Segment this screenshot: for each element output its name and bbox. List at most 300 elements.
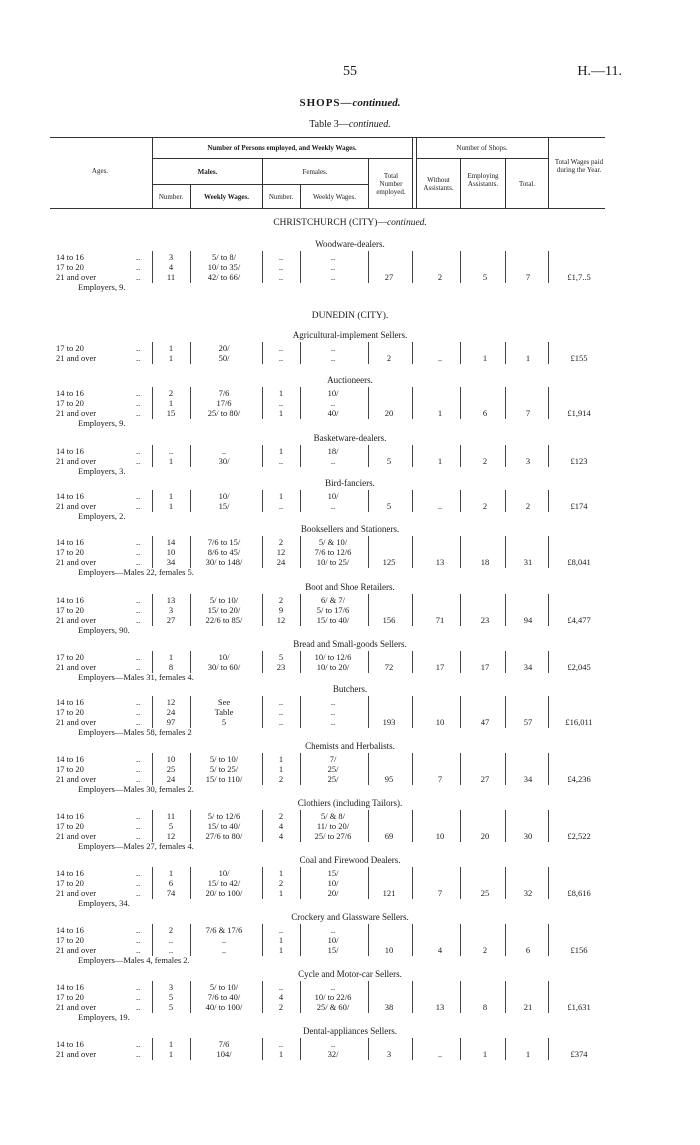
cell-age: 14 to 16 [56, 446, 84, 456]
column-rule [262, 445, 263, 467]
cell-wg: £174 [570, 501, 588, 511]
header-shops-total: Total. [518, 180, 536, 188]
cell-mw: 27/6 to 80/ [205, 831, 243, 841]
column-rule [460, 387, 461, 419]
cell-mn: 12 [166, 697, 176, 707]
column-rule [300, 490, 301, 512]
column-rule [152, 490, 153, 512]
column-rule [152, 594, 153, 626]
employers-note: Employers, 34. [78, 898, 130, 908]
cell-mn: 13 [166, 595, 176, 605]
column-rule [505, 387, 506, 419]
cell-fw: 10/ to 20/ [316, 662, 350, 672]
cell-mn: 3 [168, 252, 174, 262]
column-rule [262, 536, 263, 568]
cell-fn: .. [278, 343, 284, 353]
cell-wo: .. [437, 353, 443, 363]
column-rule [505, 696, 506, 728]
cell-mw: .. [221, 446, 227, 456]
cell-fn: 1 [278, 935, 284, 945]
cell-st: 1 [525, 1049, 531, 1059]
cell-mn: 5 [168, 992, 174, 1002]
cell-d: .. [136, 557, 141, 567]
table-row [0, 557, 700, 567]
cell-mn: 3 [168, 982, 174, 992]
header-persons-group: Number of Persons employed, and Weekly Wages. [207, 144, 357, 152]
cell-mw: 7/6 [218, 388, 230, 398]
column-rule [190, 753, 191, 785]
cell-fn: .. [278, 456, 284, 466]
cell-fn: 2 [278, 774, 284, 784]
table-row [0, 615, 700, 625]
column-rule [505, 342, 506, 364]
cell-age: 14 to 16 [56, 811, 84, 821]
column-rule [262, 1038, 263, 1060]
column-rule [412, 753, 413, 785]
header-males: Males. [197, 168, 218, 176]
table-row [0, 662, 700, 672]
cell-mn: 1 [168, 1039, 174, 1049]
cell-st: 30 [523, 831, 533, 841]
cell-d: .. [136, 774, 141, 784]
column-rule [152, 981, 153, 1013]
column-rule [505, 651, 506, 673]
cell-mn: 10 [166, 754, 176, 764]
cell-mw: 7/6 to 15/ [207, 537, 241, 547]
cell-emp: 18 [480, 557, 490, 567]
column-rule [460, 924, 461, 956]
cell-mn: 1 [168, 343, 174, 353]
cell-fn: 12 [276, 615, 286, 625]
cell-wo: 1 [437, 408, 443, 418]
cell-mw: 42/ to 66/ [207, 272, 241, 282]
cell-mn: 97 [166, 717, 176, 727]
column-rule [190, 342, 191, 364]
cell-st: 57 [523, 717, 533, 727]
cell-mn: 15 [166, 408, 176, 418]
cell-wo: .. [437, 501, 443, 511]
cell-emp: 47 [480, 717, 490, 727]
cell-age: 14 to 16 [56, 982, 84, 992]
column-rule [412, 342, 413, 364]
section-heading: Chemists and Herbalists. [305, 741, 395, 751]
cell-age: 21 and over [56, 888, 97, 898]
table-row [0, 547, 700, 557]
cell-tot: 125 [382, 557, 396, 567]
cell-emp: 1 [482, 1049, 488, 1059]
cell-d: .. [136, 262, 141, 272]
column-rule [300, 342, 301, 364]
cell-d: .. [136, 595, 141, 605]
table-subtitle [0, 119, 700, 130]
column-rule [548, 342, 549, 364]
cell-d: .. [136, 992, 141, 1002]
column-rule [460, 342, 461, 364]
cell-d: .. [136, 491, 141, 501]
cell-fn: 5 [278, 652, 284, 662]
table-row [0, 888, 700, 898]
cell-fn: 1 [278, 1049, 284, 1059]
cell-tot: 27 [384, 272, 394, 282]
table-row [0, 272, 700, 282]
table-row [0, 982, 700, 992]
cell-mw: Table [214, 707, 234, 717]
employers-note: Employers, 9. [78, 418, 126, 428]
cell-fw: 18/ [327, 446, 339, 456]
cell-mn: 12 [166, 831, 176, 841]
section-heading: Woodware-dealers. [315, 239, 385, 249]
cell-mn: 10 [166, 547, 176, 557]
cell-d: .. [136, 388, 141, 398]
cell-d: .. [136, 811, 141, 821]
cell-fw: .. [330, 697, 336, 707]
column-rule [460, 810, 461, 842]
cell-d: .. [136, 707, 141, 717]
cell-age: 17 to 20 [56, 398, 84, 408]
column-rule [152, 810, 153, 842]
cell-fw: 25/ [327, 764, 339, 774]
cell-emp: 2 [482, 945, 488, 955]
cell-d: .. [136, 935, 141, 945]
employers-note: Employers—Males 27, females 4. [78, 841, 194, 851]
cell-st: 94 [523, 615, 533, 625]
column-rule [368, 251, 369, 283]
cell-mn: 1 [168, 491, 174, 501]
table-row [0, 343, 700, 353]
cell-emp: 1 [482, 353, 488, 363]
page-number: 55 [343, 64, 357, 79]
region-christchurch-continued: continued. [386, 218, 427, 228]
column-rule [190, 490, 191, 512]
cell-d: .. [136, 717, 141, 727]
cell-fw: 40/ [327, 408, 339, 418]
cell-emp: 5 [482, 272, 488, 282]
table-row [0, 388, 700, 398]
table-row [0, 446, 700, 456]
cell-st: 2 [525, 501, 531, 511]
column-rule [548, 490, 549, 512]
cell-fn: 4 [278, 992, 284, 1002]
employers-note: Employers—Males 22, females 5. [78, 567, 194, 577]
column-rule [300, 445, 301, 467]
cell-wg: £4,477 [567, 615, 591, 625]
column-rule [368, 342, 369, 364]
column-rule [368, 445, 369, 467]
cell-d: .. [136, 605, 141, 615]
cell-age: 14 to 16 [56, 1039, 84, 1049]
cell-d: .. [136, 343, 141, 353]
cell-age: 21 and over [56, 774, 97, 784]
cell-mw: 20/ [218, 343, 230, 353]
cell-st: 1 [525, 353, 531, 363]
cell-fn: .. [278, 262, 284, 272]
cell-tot: 121 [382, 888, 396, 898]
table-row [0, 754, 700, 764]
cell-tot: 3 [386, 1049, 392, 1059]
section-heading: Agricultural-implement Sellers. [292, 330, 408, 340]
cell-age: 14 to 16 [56, 491, 84, 501]
cell-wo: 13 [435, 1002, 445, 1012]
table-row [0, 408, 700, 418]
cell-age: 14 to 16 [56, 868, 84, 878]
column-rule [460, 981, 461, 1013]
cell-d: .. [136, 272, 141, 282]
cell-wg: £1,631 [567, 1002, 591, 1012]
cell-fn: .. [278, 707, 284, 717]
cell-age: 21 and over [56, 717, 97, 727]
cell-fn: 24 [276, 557, 286, 567]
cell-st: 21 [523, 1002, 533, 1012]
cell-fw: .. [330, 272, 336, 282]
cell-mn: 1 [168, 456, 174, 466]
column-rule [505, 594, 506, 626]
cell-mn: 27 [166, 615, 176, 625]
column-rule [460, 490, 461, 512]
cell-fn: 4 [278, 831, 284, 841]
table-row [0, 252, 700, 262]
column-rule [548, 387, 549, 419]
cell-mw: 15/ to 42/ [207, 878, 241, 888]
column-rule [190, 387, 191, 419]
column-rule [190, 651, 191, 673]
cell-fn: 1 [278, 408, 284, 418]
column-rule [368, 387, 369, 419]
column-rule [460, 867, 461, 899]
cell-d: .. [136, 1039, 141, 1049]
cell-age: 21 and over [56, 353, 97, 363]
cell-mn: 25 [166, 764, 176, 774]
cell-mn: 4 [168, 262, 174, 272]
cell-mw: 25/ to 80/ [207, 408, 241, 418]
cell-d: .. [136, 982, 141, 992]
table-row [0, 831, 700, 841]
cell-mw: 10/ [218, 652, 230, 662]
cell-mw: 10/ to 35/ [207, 262, 241, 272]
cell-fw: .. [330, 343, 336, 353]
cell-fw: 11/ to 20/ [316, 821, 350, 831]
column-rule [368, 981, 369, 1013]
cell-fw: 15/ [327, 868, 339, 878]
table-row [0, 811, 700, 821]
cell-mn: 11 [166, 811, 176, 821]
cell-fn: .. [278, 272, 284, 282]
cell-age: 17 to 20 [56, 935, 84, 945]
column-rule [152, 342, 153, 364]
cell-fw: .. [330, 707, 336, 717]
cell-mn: 74 [166, 888, 176, 898]
column-rule [152, 536, 153, 568]
cell-tot: 10 [384, 945, 394, 955]
column-rule [548, 867, 549, 899]
cell-mn: .. [168, 935, 174, 945]
cell-fw: .. [330, 501, 336, 511]
cell-mw: 7/6 to 40/ [207, 992, 241, 1002]
column-rule [262, 387, 263, 419]
column-rule [412, 981, 413, 1013]
table-row [0, 491, 700, 501]
cell-wo: 1 [437, 456, 443, 466]
column-rule [368, 867, 369, 899]
column-rule [460, 594, 461, 626]
cell-wo: 13 [435, 557, 445, 567]
cell-d: .. [136, 252, 141, 262]
column-rule [412, 387, 413, 419]
cell-wg: £2,522 [567, 831, 591, 841]
cell-tot: 72 [384, 662, 394, 672]
cell-fw: .. [330, 353, 336, 363]
cell-mn: 2 [168, 388, 174, 398]
cell-mw: .. [221, 935, 227, 945]
header-total-wages: Total Wages paid during the Year. [554, 158, 604, 174]
cell-d: .. [136, 878, 141, 888]
cell-d: .. [136, 764, 141, 774]
column-rule [412, 867, 413, 899]
cell-fw: 10/ to 12/6 [314, 652, 352, 662]
cell-st: 34 [523, 662, 533, 672]
column-rule [412, 594, 413, 626]
cell-st: 3 [525, 456, 531, 466]
column-rule [548, 924, 549, 956]
cell-d: .. [136, 408, 141, 418]
cell-fw: 25/ [327, 774, 339, 784]
section-heading: Booksellers and Stationers. [300, 524, 400, 534]
column-rule [460, 445, 461, 467]
table-row [0, 652, 700, 662]
cell-fn: 2 [278, 595, 284, 605]
cell-mw: 5 [221, 717, 227, 727]
cell-fn: .. [278, 925, 284, 935]
column-rule [368, 490, 369, 512]
cell-mn: 1 [168, 501, 174, 511]
section-heading: Cycle and Motor-car Sellers. [298, 969, 402, 979]
cell-fw: .. [330, 398, 336, 408]
cell-age: 21 and over [56, 1049, 97, 1059]
cell-fw: 15/ to 40/ [316, 615, 350, 625]
cell-d: .. [136, 868, 141, 878]
column-rule [190, 867, 191, 899]
cell-mn: 8 [168, 662, 174, 672]
table-row [0, 764, 700, 774]
cell-fw: 25/ & 60/ [316, 1002, 350, 1012]
cell-mw: 15/ to 20/ [207, 605, 241, 615]
column-rule [548, 651, 549, 673]
cell-age: 14 to 16 [56, 537, 84, 547]
cell-fw: 10/ [327, 878, 339, 888]
cell-fn: .. [278, 697, 284, 707]
cell-mn: 3 [168, 605, 174, 615]
column-rule [190, 696, 191, 728]
cell-mn: 24 [166, 707, 176, 717]
cell-wg: £123 [570, 456, 588, 466]
employers-note: Employers—Males 31, females 4. [78, 672, 194, 682]
cell-age: 17 to 20 [56, 992, 84, 1002]
column-rule [262, 753, 263, 785]
section-heading: Coal and Firewood Dealers. [299, 855, 401, 865]
cell-emp: 2 [482, 456, 488, 466]
column-rule [262, 924, 263, 956]
column-rule [460, 1038, 461, 1060]
cell-d: .. [136, 547, 141, 557]
table-row [0, 1002, 700, 1012]
column-rule [300, 696, 301, 728]
cell-tot: 193 [382, 717, 396, 727]
cell-st: 31 [523, 557, 533, 567]
cell-fn: 2 [278, 878, 284, 888]
header-male-wages: Weekly Wages. [204, 193, 249, 201]
cell-mw: 7/6 & 17/6 [205, 925, 243, 935]
column-rule [412, 924, 413, 956]
region-christchurch-name: CHRISTCHURCH (CITY)— [273, 218, 387, 228]
cell-d: .. [136, 697, 141, 707]
column-rule [152, 696, 153, 728]
cell-mw: 30/ to 60/ [207, 662, 241, 672]
column-rule [548, 810, 549, 842]
cell-age: 17 to 20 [56, 707, 84, 717]
cell-wg: £1,914 [567, 408, 591, 418]
cell-mw: 7/6 [218, 1039, 230, 1049]
cell-age: 17 to 20 [56, 343, 84, 353]
cell-age: 21 and over [56, 615, 97, 625]
cell-fw: 5/ to 17/6 [316, 605, 350, 615]
cell-fn: .. [278, 717, 284, 727]
cell-fn: .. [278, 982, 284, 992]
column-rule [505, 924, 506, 956]
table-row [0, 868, 700, 878]
title-continued: continued. [352, 97, 401, 109]
cell-fn: 1 [278, 388, 284, 398]
table-row [0, 707, 700, 717]
cell-mw: 50/ [218, 353, 230, 363]
cell-wg: £156 [570, 945, 588, 955]
cell-d: .. [136, 353, 141, 363]
header-employing-assistants: Employing Assistants. [467, 172, 499, 188]
cell-fn: .. [278, 501, 284, 511]
subtitle-main: Table 3— [309, 119, 349, 130]
cell-mw: 5/ to 12/6 [207, 811, 241, 821]
column-rule [190, 536, 191, 568]
cell-age: 21 and over [56, 662, 97, 672]
table-row [0, 501, 700, 511]
cell-d: .. [136, 945, 141, 955]
cell-fw: 10/ [327, 935, 339, 945]
cell-fw: 20/ [327, 888, 339, 898]
column-rule [412, 651, 413, 673]
cell-mw: 15/ to 40/ [207, 821, 241, 831]
table-row [0, 717, 700, 727]
cell-d: .. [136, 925, 141, 935]
column-rule [300, 387, 301, 419]
cell-fw: 32/ [327, 1049, 339, 1059]
cell-mn: 2 [168, 925, 174, 935]
cell-fn: .. [278, 398, 284, 408]
cell-tot: 95 [384, 774, 394, 784]
cell-wo: 17 [435, 662, 445, 672]
header-ages: Ages. [91, 167, 109, 175]
cell-d: .. [136, 456, 141, 466]
table-row [0, 992, 700, 1002]
employers-note: Employers—Males 58, females 2 [78, 727, 192, 737]
column-rule [190, 981, 191, 1013]
cell-age: 14 to 16 [56, 252, 84, 262]
cell-tot: 156 [382, 615, 396, 625]
employers-note: Employers, 3. [78, 466, 126, 476]
cell-mw: 15/ to 110/ [205, 774, 243, 784]
cell-wg: £8,041 [567, 557, 591, 567]
cell-mw: 10/ [218, 491, 230, 501]
column-rule [505, 1038, 506, 1060]
cell-fn: 9 [278, 605, 284, 615]
table-row [0, 353, 700, 363]
